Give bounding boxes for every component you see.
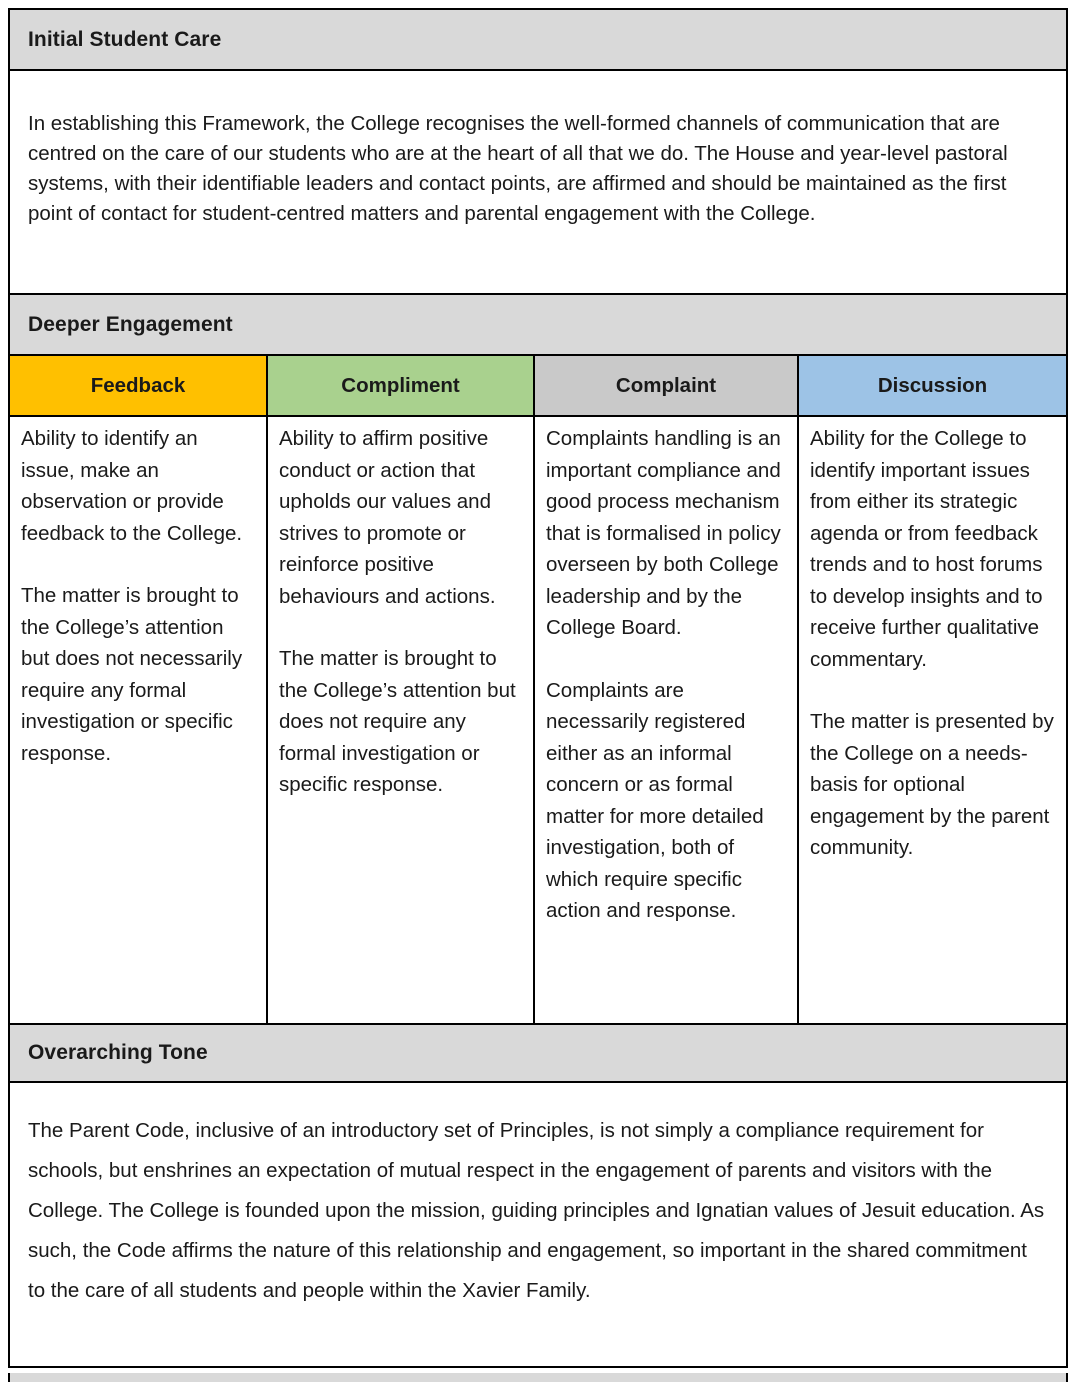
- table-cell-complaint: [535, 417, 799, 1023]
- column-header-feedback: Feedback: [10, 356, 268, 417]
- section-header-overarching-tone: [10, 1025, 1066, 1083]
- cell-paragraph: Complaints handling is an important compliance and good process mechanism that is formalised in policy overseen by both College leadership and by the College Board.: [546, 427, 781, 639]
- cutoff-next-section-bar: [8, 1373, 1068, 1382]
- cell-paragraph: Complaints are necessarily registered either as an informal concern or as formal matter for more detailed investigation, both of which require specific action and response.: [546, 678, 764, 922]
- section-title: Initial Student Care: [28, 27, 222, 51]
- cell-paragraph: Ability to identify an issue, make an observation or provide feedback to the College.: [21, 427, 243, 545]
- table-cell-discussion: [799, 417, 1066, 1023]
- cell-paragraph: The matter is presented by the College on a needs-basis for optional engagement by the parent community.: [810, 710, 1054, 859]
- table-cell-compliment: [268, 417, 535, 1023]
- section-header-initial-student-care: [10, 10, 1066, 71]
- table-cell-feedback: [10, 417, 268, 1023]
- column-header-complaint: Complaint: [535, 356, 799, 417]
- column-header-compliment: Compliment: [268, 356, 535, 417]
- section-title: Overarching Tone: [28, 1041, 208, 1064]
- framework-document-table: [8, 8, 1068, 1368]
- section-header-deeper-engagement: [10, 295, 1066, 356]
- section-title: Deeper Engagement: [28, 312, 233, 336]
- cell-paragraph: The matter is brought to the College’s attention but does not require any formal investigation or specific response.: [279, 647, 516, 796]
- section-body-initial-student-care: In establishing this Framework, the College recognises the well-formed channels of communication that are centred on the care of our students who are at the heart of all that we do. The House and year-level pastoral systems, with their identifiable leaders and contact points, are affirmed and should be maintained as the first point of contact for student-centred matters and parental engagement with the College.: [10, 71, 1066, 295]
- cell-paragraph: The matter is brought to the College’s attention but does not necessarily require any formal investigation or specific response.: [21, 584, 243, 765]
- cell-paragraph: Ability for the College to identify important issues from either its strategic agenda or from feedback trends and to host forums to develop insights and to receive further qualitative commentary.: [810, 427, 1043, 671]
- table-body-row: [10, 417, 1066, 1025]
- section-body-overarching-tone: The Parent Code, inclusive of an introductory set of Principles, is not simply a compliance requirement for schools, but enshrines an expectation of mutual respect in the engagement of parents and visitors with the College. The College is founded upon the mission, guiding principles and Ignatian values of Jesuit education. As such, the Code affirms the nature of this relationship and engagement, so important in the shared commitment to the care of all students and people within the Xavier Family.: [28, 1119, 1045, 1302]
- cell-paragraph: Ability to affirm positive conduct or action that upholds our values and strives to promote or reinforce positive behaviours and actions.: [279, 427, 496, 608]
- column-header-discussion: Discussion: [799, 356, 1066, 417]
- column-header-row: [10, 356, 1066, 417]
